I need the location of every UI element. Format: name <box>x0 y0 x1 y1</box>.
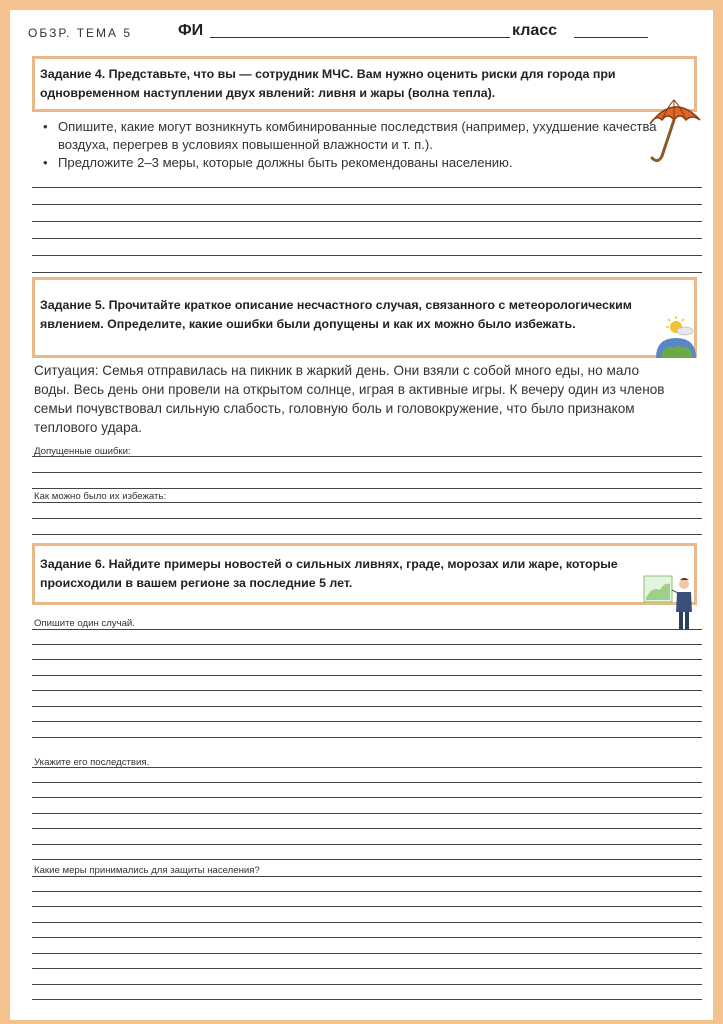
task4-bullet-1: • Опишите, какие могут возникнуть комбинированные последствия (например, ухудшение качества воздуха, перегрев в условиях повышенной влажности и т. п.). <box>38 118 658 154</box>
avoid-label: Как можно было их избежать: <box>34 491 167 502</box>
answer-line[interactable] <box>32 798 702 814</box>
task6-text: Задание 6. Найдите примеры новостей о сильных ливнях, граде, морозах или жаре, которые происходили в вашем регионе за последние 5 лет. <box>40 557 618 590</box>
answer-line[interactable] <box>32 707 702 722</box>
worksheet-page <box>10 10 713 1020</box>
class-field[interactable] <box>574 37 648 38</box>
answer-line[interactable] <box>32 923 702 938</box>
sun-cloud-globe-icon <box>654 314 700 358</box>
answer-line[interactable] <box>32 177 702 188</box>
answer-line[interactable] <box>32 876 702 892</box>
answer-line[interactable] <box>32 188 702 205</box>
mistakes-answer-lines[interactable] <box>32 456 702 489</box>
task5-box <box>32 277 697 358</box>
answer-line[interactable] <box>32 938 702 954</box>
measures-label: Какие меры принимались для защиты населения? <box>34 865 260 876</box>
answer-line[interactable] <box>32 845 702 860</box>
fi-label: ФИ <box>178 22 204 39</box>
answer-line[interactable] <box>32 767 702 783</box>
answer-line[interactable] <box>32 239 702 256</box>
subject-title: ОБЗР. ТЕМА 5 <box>28 26 133 40</box>
answer-line[interactable] <box>32 892 702 907</box>
class-label: класс <box>512 22 558 39</box>
answer-line[interactable] <box>32 814 702 829</box>
answer-line[interactable] <box>32 676 702 691</box>
task4-answer-lines[interactable] <box>32 177 702 273</box>
task6-box <box>32 543 697 605</box>
answer-line[interactable] <box>32 660 702 676</box>
answer-line[interactable] <box>32 502 702 519</box>
answer-line[interactable] <box>32 456 702 473</box>
measures-answer-lines[interactable] <box>32 876 702 1000</box>
answer-line[interactable] <box>32 722 702 738</box>
task4-bullets <box>38 118 658 172</box>
answer-line[interactable] <box>32 473 702 489</box>
avoid-answer-lines[interactable] <box>32 502 702 535</box>
answer-line[interactable] <box>32 969 702 985</box>
describe-answer-lines[interactable] <box>32 629 702 738</box>
answer-line[interactable] <box>32 629 702 645</box>
task4-bullet-2: • Предложите 2–3 меры, которые должны быть рекомендованы населению. <box>38 154 658 172</box>
answer-line[interactable] <box>32 222 702 239</box>
consequences-label: Укажите его последствия. <box>34 757 150 768</box>
worksheet-header <box>28 20 668 46</box>
task4-box <box>32 56 697 112</box>
answer-line[interactable] <box>32 954 702 969</box>
consequences-answer-lines[interactable] <box>32 767 702 860</box>
answer-line[interactable] <box>32 519 702 535</box>
task5-situation: Ситуация: Семья отправилась на пикник в жаркий день. Они взяли с собой много еды, но мало воды. Весь день они провели на открытом солнце, играя в активные игры. К вечеру один из членов семьи почувствовал сильную слабость, головную боль и головокружение, что было признаком теплового удара. <box>34 363 665 435</box>
fi-field[interactable] <box>210 37 510 38</box>
task4-text: Задание 4. Представьте, что вы — сотрудник МЧС. Вам нужно оценить риски для города при одновременном наступлении двух явлений: ливня и жары (волна тепла). <box>40 67 616 100</box>
answer-line[interactable] <box>32 783 702 798</box>
task5-text: Задание 5. Прочитайте краткое описание несчастного случая, связанного с метеорологическим явлением. Определите, какие ошибки были допущены и как их можно было избежать. <box>40 298 632 331</box>
describe-label: Опишите один случай. <box>34 618 135 629</box>
answer-line[interactable] <box>32 829 702 845</box>
weather-presenter-icon <box>642 572 696 632</box>
answer-line[interactable] <box>32 645 702 660</box>
answer-line[interactable] <box>32 985 702 1000</box>
answer-line[interactable] <box>32 205 702 222</box>
answer-line[interactable] <box>32 907 702 923</box>
answer-line[interactable] <box>32 256 702 273</box>
mistakes-label: Допущенные ошибки: <box>34 446 131 457</box>
answer-line[interactable] <box>32 691 702 707</box>
